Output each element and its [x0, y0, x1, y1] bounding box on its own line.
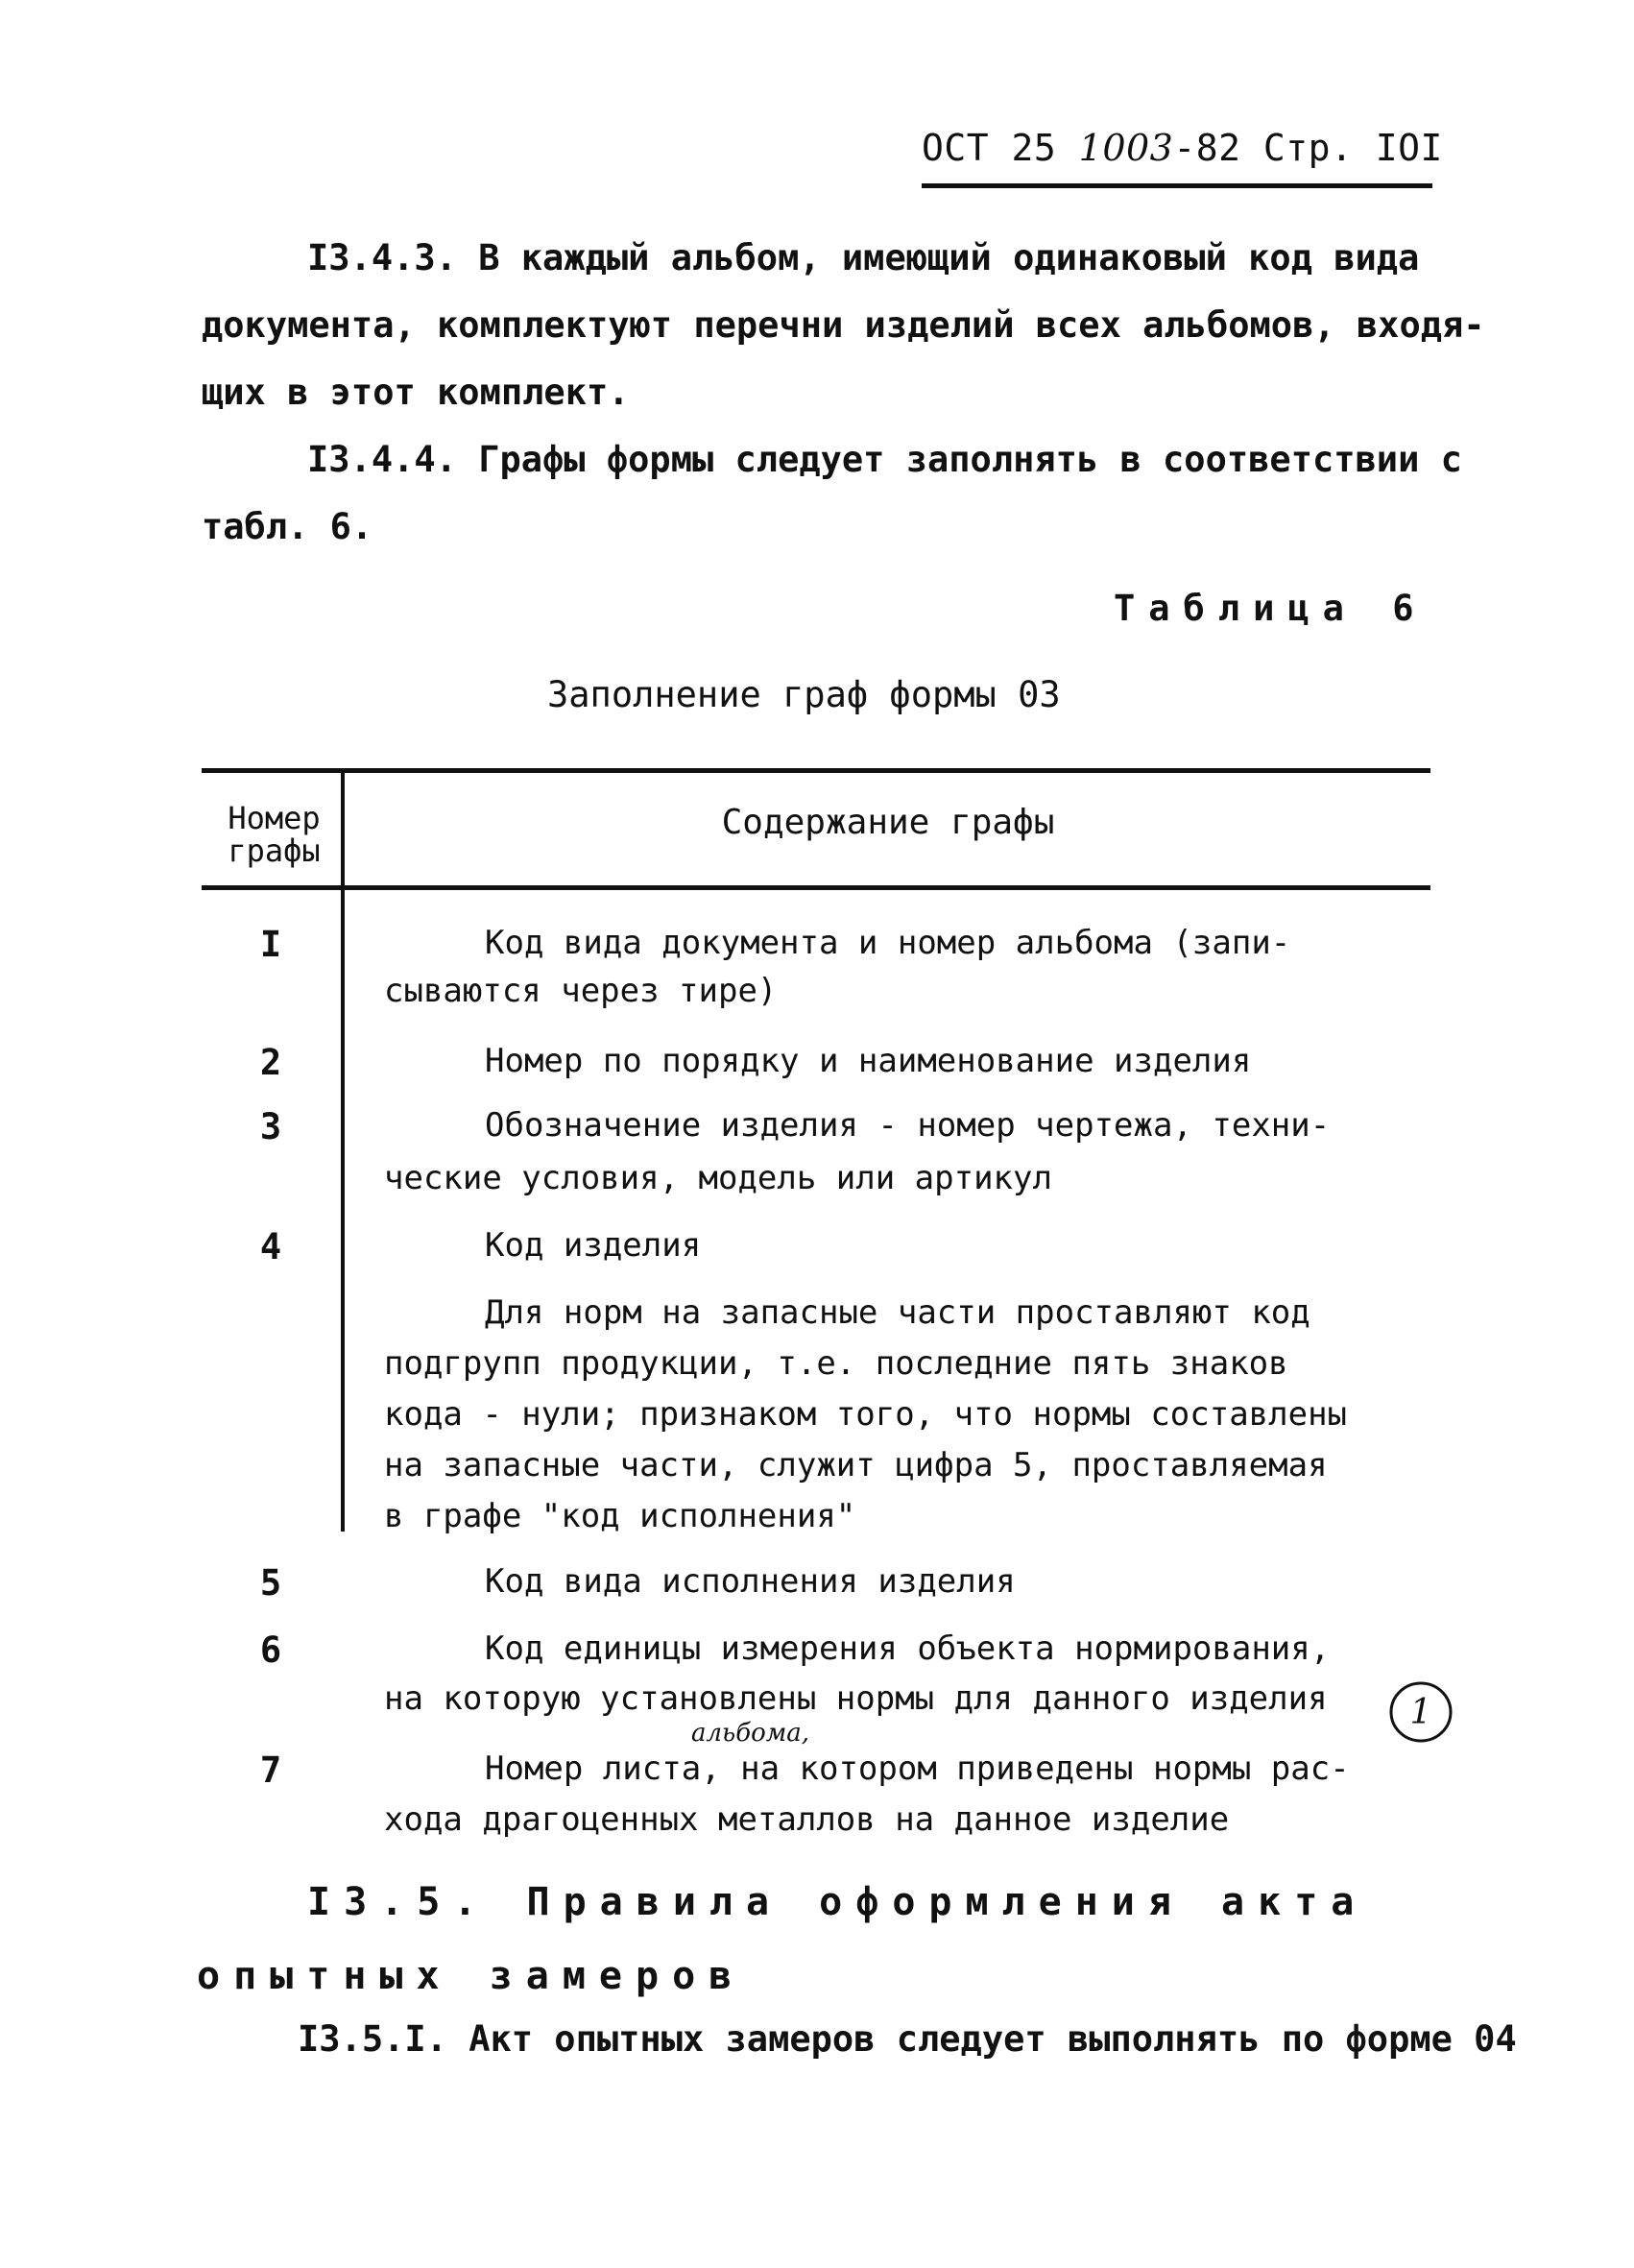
row-number: 4: [259, 1226, 282, 1267]
row-number: 3: [259, 1106, 282, 1147]
row-4-line-4: кода - нули; признаком того, что нормы составлены: [384, 1395, 1348, 1434]
table-label: Таблица 6: [1114, 588, 1428, 629]
row-3-line-1: Обозначение изделия - номер чертежа, техни-: [485, 1106, 1331, 1145]
row-5-line-1: Код вида исполнения изделия: [485, 1562, 1016, 1601]
header-prefix: ОСТ 25: [922, 127, 1079, 169]
table-title: Заполнение граф формы 03: [547, 674, 1061, 715]
column-header-number: [209, 800, 339, 869]
row-1-line-2: сываются через тире): [384, 972, 778, 1010]
column-header-number-line-1: Номер: [228, 800, 321, 836]
row-number: 5: [259, 1562, 282, 1604]
row-number: 7: [259, 1749, 282, 1791]
row-number: 2: [259, 1042, 282, 1083]
section-title-line-1: I3.5. Правила оформления акта: [307, 1880, 1368, 1924]
row-7-line-1: Номер листа, на котором приведены нормы рас-: [485, 1749, 1350, 1788]
paragraph-13-4-4-line-1: I3.4.4. Графы формы следует заполнять в соответствии с: [307, 439, 1462, 480]
table-top-rule: [202, 768, 1430, 773]
handwritten-insert: альбома,: [691, 1719, 810, 1748]
row-4-line-3: подгрупп продукции, т.е. последние пять знаков: [384, 1344, 1288, 1383]
header-handwritten-number: 1003: [1078, 127, 1174, 169]
row-6-line-2: на которую установлены нормы для данного изделия: [384, 1679, 1328, 1718]
row-1-line-1: Код вида документа и номер альбома (запи-: [485, 924, 1291, 962]
row-number: 6: [259, 1629, 282, 1671]
row-4-line-1: Код изделия: [485, 1226, 702, 1265]
handwritten-mark-digit: 1: [1409, 1693, 1432, 1732]
paragraph-13-4-3-line-2: документа, комплектуют перечни изделий всех альбомов, входя-: [202, 304, 1485, 346]
row-3-line-2: ческие условия, модель или артикул: [384, 1159, 1052, 1197]
row-2-line-1: Номер по порядку и наименование изделия: [485, 1042, 1252, 1080]
header-underline: [922, 183, 1432, 188]
column-header-content: Содержание графы: [721, 803, 1055, 842]
header-suffix: -82 Стр. IOI: [1173, 127, 1443, 169]
paragraph-13-4-3-line-1: I3.4.3. В каждый альбом, имеющий одинаковый код вида: [307, 237, 1420, 278]
page-header: [922, 127, 1443, 169]
row-6-line-1: Код единицы измерения объекта нормирования,: [485, 1629, 1331, 1668]
paragraph-13-5-1: I3.5.I. Акт опытных замеров следует выполнять по форме 04: [298, 2018, 1517, 2060]
column-header-number-line-2: графы: [228, 832, 321, 869]
row-4-line-6: в графе "код исполнения": [384, 1497, 856, 1535]
table-header-rule: [202, 885, 1430, 890]
row-4-line-5: на запасные части, служит цифра 5, проставляемая: [384, 1446, 1328, 1484]
row-4-line-2: Для норм на запасные части проставляют код: [485, 1293, 1310, 1332]
row-number: I: [259, 924, 282, 965]
paragraph-13-4-4-line-2: табл. 6.: [202, 506, 373, 547]
handwritten-circle-mark: [1387, 1678, 1454, 1746]
row-7-line-2: хода драгоценных металлов на данное изделие: [384, 1800, 1230, 1839]
paragraph-13-4-3-line-3: щих в этот комплект.: [202, 372, 630, 413]
section-title-line-2: опытных замеров: [197, 1954, 746, 1998]
table-column-divider: [341, 768, 345, 1532]
